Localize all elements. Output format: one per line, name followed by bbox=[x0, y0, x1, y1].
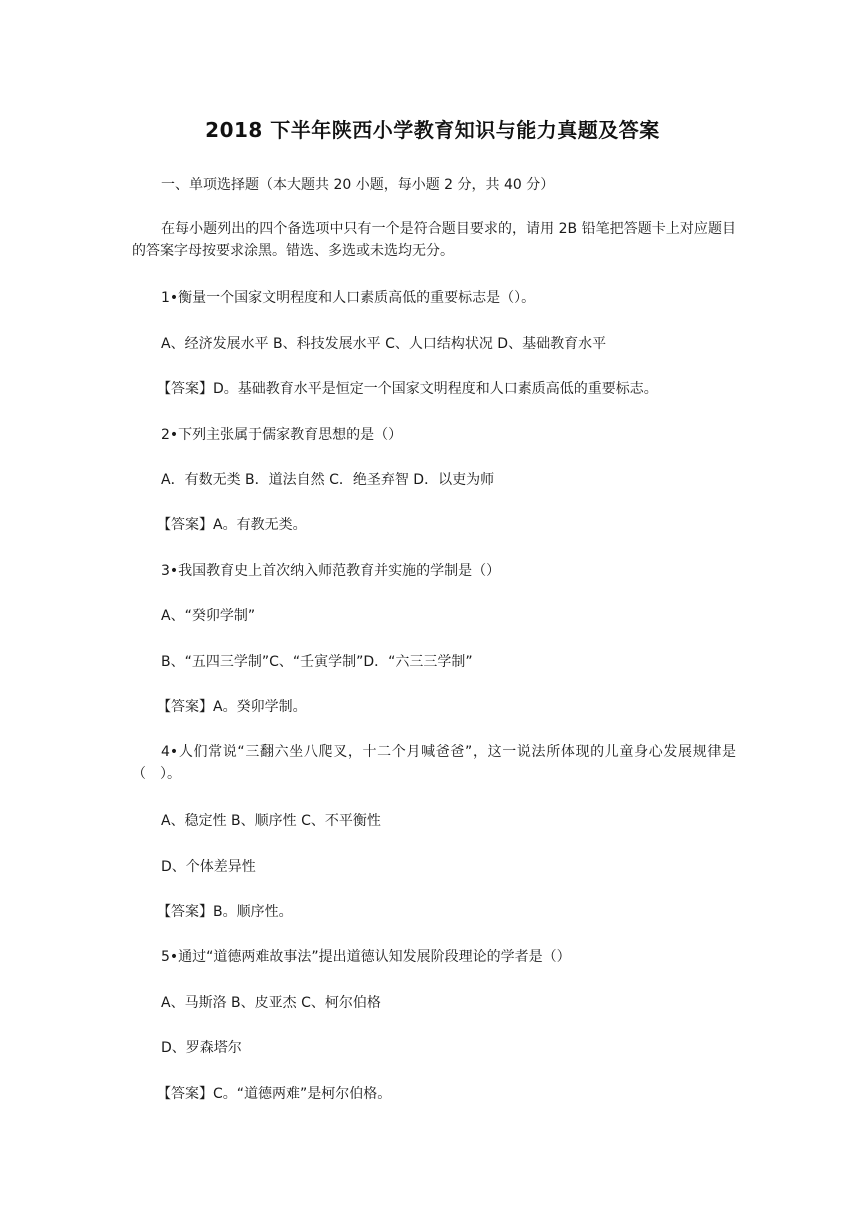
question-4-options-abc: A、稳定性 B、顺序性 C、不平衡性 bbox=[161, 813, 381, 829]
question-3-options-bcd: B、“五四三学制”C、“壬寅学制”D．“六三三学制” bbox=[161, 654, 473, 670]
question-2-options: A．有数无类 B．道法自然 C．绝圣弃智 D．以吏为师 bbox=[161, 472, 495, 488]
question-5-stem: 5•通过“道德两难故事法”提出道德认知发展阶段理论的学者是（） bbox=[161, 949, 571, 965]
question-2-answer: 【答案】A。有教无类。 bbox=[157, 517, 307, 533]
instructions-paragraph: 在每小题列出的四个备选项中只有一个是符合题目要求的，请用 2B 铅笔把答题卡上对应题目的答案字母按要求涂黑。错选、多选或未选均无分。 bbox=[132, 221, 736, 259]
section-heading: 一、单项选择题（本大题共 20 小题，每小题 2 分，共 40 分） bbox=[161, 177, 555, 193]
question-4-option-d: D、个体差异性 bbox=[161, 859, 256, 875]
question-4-answer: 【答案】B。顺序性。 bbox=[157, 904, 293, 920]
question-5-answer: 【答案】C。“道德两难”是柯尔伯格。 bbox=[157, 1086, 392, 1102]
document-title: 2018 下半年陕西小学教育知识与能力真题及答案 bbox=[205, 118, 660, 142]
question-5-option-d: D、罗森塔尔 bbox=[161, 1040, 242, 1056]
question-1-stem: 1•衡量一个国家文明程度和人口素质高低的重要标志是（）。 bbox=[161, 290, 536, 306]
question-1-options: A、经济发展水平 B、科技发展水平 C、人口结构状况 D、基础教育水平 bbox=[161, 336, 607, 352]
question-4-stem: 4•人们常说“三翻六坐八爬叉，十二个月喊爸爸”，这一说法所体现的儿童身心发展规律是（ ）。 bbox=[132, 744, 736, 782]
question-3-answer: 【答案】A。癸卯学制。 bbox=[157, 699, 307, 715]
question-3-option-a: A、“癸卯学制” bbox=[161, 608, 256, 624]
question-2-stem: 2•下列主张属于儒家教育思想的是（） bbox=[161, 427, 403, 443]
question-5-options-abc: A、马斯洛 B、皮亚杰 C、柯尔伯格 bbox=[161, 995, 381, 1011]
question-3-stem: 3•我国教育史上首次纳入师范教育并实施的学制是（） bbox=[161, 563, 501, 579]
question-1-answer: 【答案】D。基础教育水平是恒定一个国家文明程度和人口素质高低的重要标志。 bbox=[157, 381, 658, 397]
